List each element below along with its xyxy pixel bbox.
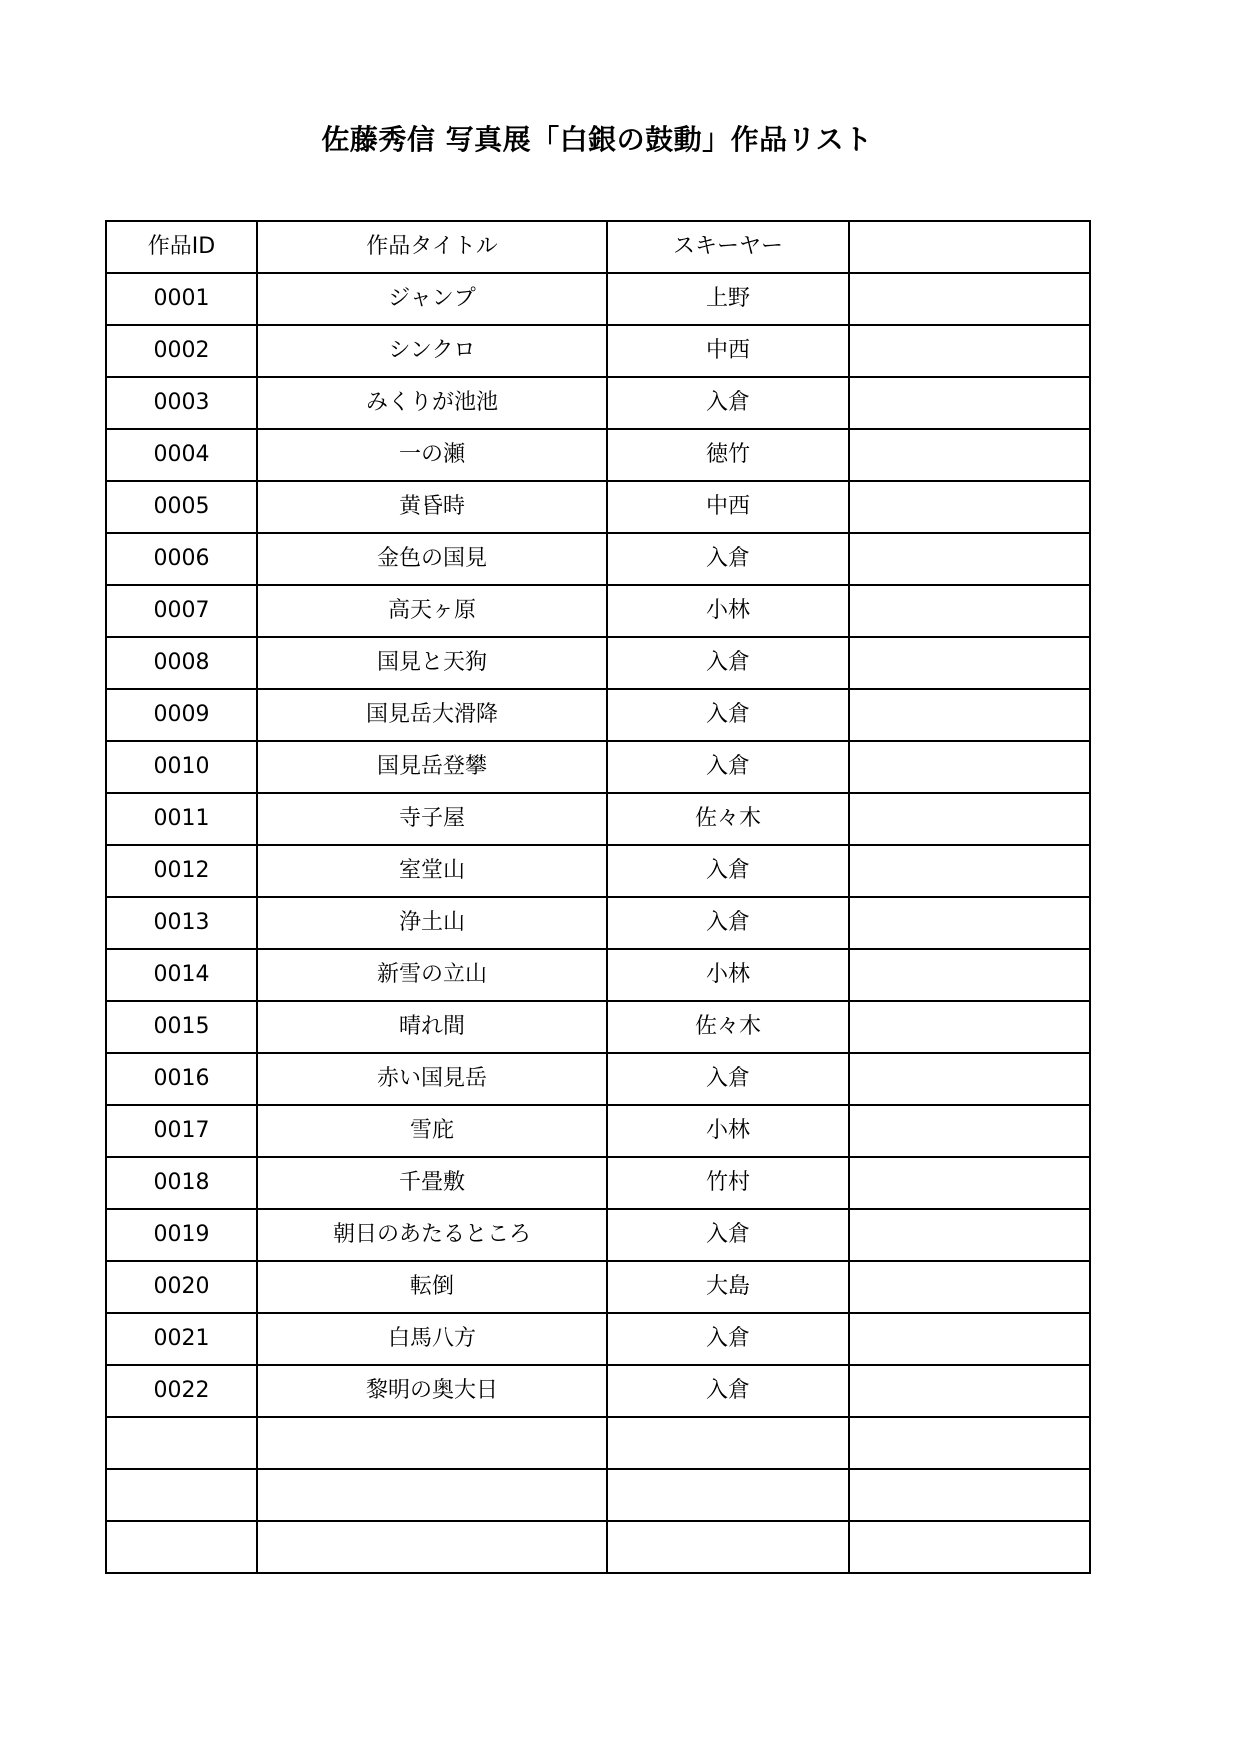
cell-skier — [607, 1469, 849, 1521]
cell-skier: 小林 — [607, 585, 849, 637]
cell-skier: 入倉 — [607, 1313, 849, 1365]
table-row — [106, 897, 1090, 949]
table-row — [106, 1365, 1090, 1417]
cell-work-id: 0010 — [106, 741, 257, 793]
cell-work-title: ジャンプ — [257, 273, 607, 325]
cell-skier: 佐々木 — [607, 793, 849, 845]
cell-work-id: 0008 — [106, 637, 257, 689]
table-row — [106, 1105, 1090, 1157]
cell-work-id — [106, 1417, 257, 1469]
table-row — [106, 741, 1090, 793]
cell-work-title: 朝日のあたるところ — [257, 1209, 607, 1261]
cell-skier: 入倉 — [607, 377, 849, 429]
header-work-title: 作品タイトル — [257, 221, 607, 273]
cell-work-id: 0014 — [106, 949, 257, 1001]
cell-blank — [849, 637, 1090, 689]
cell-skier: 中西 — [607, 325, 849, 377]
table-row — [106, 1261, 1090, 1313]
cell-blank — [849, 1105, 1090, 1157]
cell-skier: 徳竹 — [607, 429, 849, 481]
cell-work-title: 雪庇 — [257, 1105, 607, 1157]
header-work-id: 作品ID — [106, 221, 257, 273]
cell-work-id: 0021 — [106, 1313, 257, 1365]
cell-skier: 大島 — [607, 1261, 849, 1313]
table-row — [106, 1521, 1090, 1573]
cell-work-title: 室堂山 — [257, 845, 607, 897]
cell-work-title: 黄昏時 — [257, 481, 607, 533]
cell-blank — [849, 741, 1090, 793]
table-row — [106, 1053, 1090, 1105]
cell-work-id: 0017 — [106, 1105, 257, 1157]
cell-work-title: 一の瀬 — [257, 429, 607, 481]
cell-blank — [849, 1469, 1090, 1521]
cell-skier: 小林 — [607, 1105, 849, 1157]
cell-work-id: 0022 — [106, 1365, 257, 1417]
cell-work-title: 国見岳大滑降 — [257, 689, 607, 741]
cell-skier: 入倉 — [607, 741, 849, 793]
table-row — [106, 949, 1090, 1001]
cell-blank — [849, 585, 1090, 637]
cell-blank — [849, 1261, 1090, 1313]
cell-work-title: 金色の国見 — [257, 533, 607, 585]
cell-blank — [849, 845, 1090, 897]
cell-blank — [849, 533, 1090, 585]
cell-work-title: 国見岳登攀 — [257, 741, 607, 793]
table-row — [106, 637, 1090, 689]
works-table — [105, 220, 1091, 1574]
cell-skier: 竹村 — [607, 1157, 849, 1209]
cell-work-title: 寺子屋 — [257, 793, 607, 845]
cell-skier: 上野 — [607, 273, 849, 325]
cell-work-title: 転倒 — [257, 1261, 607, 1313]
cell-work-title: 黎明の奥大日 — [257, 1365, 607, 1417]
cell-skier — [607, 1417, 849, 1469]
cell-skier: 入倉 — [607, 533, 849, 585]
cell-work-id: 0016 — [106, 1053, 257, 1105]
cell-work-id: 0002 — [106, 325, 257, 377]
cell-work-id: 0005 — [106, 481, 257, 533]
cell-work-title: みくりが池池 — [257, 377, 607, 429]
cell-blank — [849, 325, 1090, 377]
table-row — [106, 845, 1090, 897]
cell-work-id: 0015 — [106, 1001, 257, 1053]
table-row — [106, 377, 1090, 429]
table-row — [106, 689, 1090, 741]
cell-skier: 入倉 — [607, 1365, 849, 1417]
cell-blank — [849, 1365, 1090, 1417]
cell-work-title: 千畳敷 — [257, 1157, 607, 1209]
table-row — [106, 793, 1090, 845]
cell-work-title: 白馬八方 — [257, 1313, 607, 1365]
cell-blank — [849, 793, 1090, 845]
cell-skier — [607, 1521, 849, 1573]
cell-work-id: 0019 — [106, 1209, 257, 1261]
cell-blank — [849, 949, 1090, 1001]
table-row — [106, 429, 1090, 481]
cell-work-id: 0011 — [106, 793, 257, 845]
cell-skier: 入倉 — [607, 845, 849, 897]
cell-work-id: 0006 — [106, 533, 257, 585]
cell-blank — [849, 1001, 1090, 1053]
cell-work-id: 0001 — [106, 273, 257, 325]
cell-skier: 入倉 — [607, 897, 849, 949]
table-row — [106, 273, 1090, 325]
cell-skier: 入倉 — [607, 1053, 849, 1105]
cell-work-title: 赤い国見岳 — [257, 1053, 607, 1105]
cell-work-title — [257, 1521, 607, 1573]
table-row — [106, 1313, 1090, 1365]
cell-blank — [849, 1053, 1090, 1105]
cell-work-id: 0012 — [106, 845, 257, 897]
cell-blank — [849, 429, 1090, 481]
cell-work-title: 浄土山 — [257, 897, 607, 949]
table-row — [106, 325, 1090, 377]
cell-work-id: 0018 — [106, 1157, 257, 1209]
cell-skier: 佐々木 — [607, 1001, 849, 1053]
cell-blank — [849, 1209, 1090, 1261]
cell-blank — [849, 689, 1090, 741]
cell-work-title — [257, 1417, 607, 1469]
cell-work-title: 高天ヶ原 — [257, 585, 607, 637]
header-skier: スキーヤー — [607, 221, 849, 273]
table-row — [106, 1209, 1090, 1261]
cell-skier: 中西 — [607, 481, 849, 533]
table-row — [106, 1417, 1090, 1469]
cell-skier: 入倉 — [607, 689, 849, 741]
table-row — [106, 1469, 1090, 1521]
cell-blank — [849, 897, 1090, 949]
cell-work-title: 国見と天狗 — [257, 637, 607, 689]
cell-blank — [849, 1313, 1090, 1365]
cell-skier: 入倉 — [607, 1209, 849, 1261]
cell-blank — [849, 273, 1090, 325]
cell-work-id: 0009 — [106, 689, 257, 741]
cell-work-id: 0004 — [106, 429, 257, 481]
page-title: 佐藤秀信 写真展「白銀の鼓動」作品リスト — [321, 123, 873, 156]
table-row — [106, 1001, 1090, 1053]
cell-blank — [849, 1417, 1090, 1469]
cell-work-title: 晴れ間 — [257, 1001, 607, 1053]
cell-work-title — [257, 1469, 607, 1521]
cell-work-id: 0013 — [106, 897, 257, 949]
cell-blank — [849, 481, 1090, 533]
table-row — [106, 481, 1090, 533]
cell-work-id: 0003 — [106, 377, 257, 429]
cell-blank — [849, 1157, 1090, 1209]
table-row — [106, 1157, 1090, 1209]
table-row — [106, 533, 1090, 585]
cell-skier: 小林 — [607, 949, 849, 1001]
table-header-row — [106, 221, 1090, 273]
header-blank — [849, 221, 1090, 273]
cell-work-id — [106, 1469, 257, 1521]
cell-blank — [849, 377, 1090, 429]
cell-skier: 入倉 — [607, 637, 849, 689]
cell-blank — [849, 1521, 1090, 1573]
cell-work-title: 新雪の立山 — [257, 949, 607, 1001]
cell-work-id: 0020 — [106, 1261, 257, 1313]
cell-work-id — [106, 1521, 257, 1573]
table-row — [106, 585, 1090, 637]
cell-work-title: シンクロ — [257, 325, 607, 377]
cell-work-id: 0007 — [106, 585, 257, 637]
